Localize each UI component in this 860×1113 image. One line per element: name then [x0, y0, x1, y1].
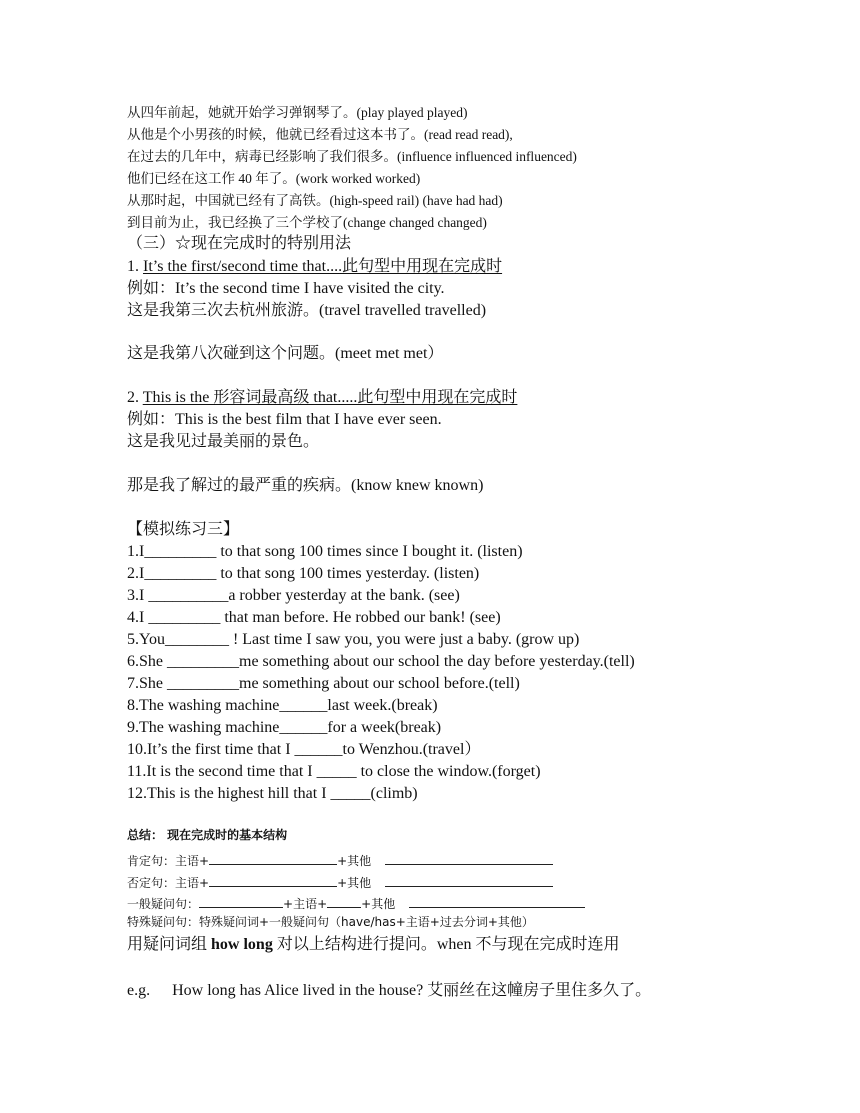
- intro-line: 从他是个小男孩的时候，他就已经看过这本书了。(read read read),: [127, 127, 513, 142]
- practice-item: 5.You________ ! Last time I saw you, you were just a baby. (grow up): [127, 631, 580, 648]
- eg-label: e.g.: [127, 982, 151, 999]
- point1-title: It’s the first/second time that....此句型中用现在完成时: [143, 258, 503, 275]
- eg-line: [127, 983, 651, 999]
- practice-item: 9.The washing machine______for a week(break): [127, 719, 442, 736]
- practice-item: 12.This is the highest hill that I _____(climb): [127, 785, 418, 802]
- eg-sentence: How long has Alice lived in the house? 艾丽丝在这幢房子里住多久了。: [172, 982, 652, 999]
- intro-line: 到目前为止，我已经换了三个学校了(change changed changed): [127, 215, 487, 230]
- positive-rest: +其他: [337, 854, 372, 868]
- intro-line: 他们已经在这工作 40 年了。(work worked worked): [127, 171, 421, 186]
- general-label: 一般疑问句：: [127, 897, 200, 911]
- howlong-post: 对以上结构进行提问。when 不与现在完成时连用: [272, 936, 620, 953]
- negative-label: 否定句：主语+: [127, 876, 210, 890]
- point1-heading: [127, 259, 502, 275]
- practice-item: 1.I_________ to that song 100 times since I bought it. (listen): [127, 543, 523, 560]
- practice-item: 10.It’s the first time that I ______to Wenzhou.(travel）: [127, 741, 481, 758]
- fill-blank: [209, 852, 337, 865]
- point2-exercise-2: 那是我了解过的最严重的疾病。(know knew known): [127, 477, 484, 494]
- summary-general-question-line: [127, 895, 585, 910]
- point1-number: 1.: [127, 258, 139, 275]
- howlong-note: [127, 937, 619, 953]
- positive-label: 肯定句：主语+: [127, 854, 210, 868]
- howlong-pre: 用疑问词组: [127, 936, 212, 953]
- point1-example: 例如：It’s the second time I have visited the city.: [127, 280, 445, 297]
- general-subject: +主语+: [283, 897, 328, 911]
- fill-blank: [409, 895, 585, 908]
- fill-blank: [385, 874, 553, 887]
- summary-special-question: 特殊疑问句：特殊疑问词+一般疑问句（have/has+主语+过去分词+其他）: [127, 915, 534, 929]
- point2-number: 2.: [127, 389, 139, 406]
- practice-item: 3.I __________a robber yesterday at the bank. (see): [127, 587, 460, 604]
- fill-blank: [385, 852, 553, 865]
- practice-item: 2.I_________ to that song 100 times yesterday. (listen): [127, 565, 480, 582]
- summary-positive-line: [127, 852, 553, 867]
- howlong-phrase: how long: [211, 936, 273, 953]
- point1-exercise-1: 这是我第三次去杭州旅游。(travel travelled travelled): [127, 302, 487, 319]
- general-rest: +其他: [361, 897, 396, 911]
- summary-title: 总结： 现在完成时的基本结构: [127, 828, 288, 842]
- practice-item: 7.She _________me something about our school before.(tell): [127, 675, 520, 692]
- fill-blank: [209, 874, 337, 887]
- practice-item: 6.She _________me something about our school the day before yesterday.(tell): [127, 653, 635, 670]
- summary-negative-line: [127, 874, 553, 889]
- practice-item: 4.I _________ that man before. He robbed our bank! (see): [127, 609, 501, 626]
- point2-exercise-1: 这是我见过最美丽的景色。: [127, 433, 320, 450]
- section-heading: （三）☆现在完成时的特别用法: [127, 235, 352, 252]
- fill-blank: [199, 895, 283, 908]
- intro-line: 从那时起，中国就已经有了高铁。(high-speed rail) (have had had): [127, 193, 503, 208]
- point2-example: 例如：This is the best film that I have ever seen.: [127, 411, 442, 428]
- negative-rest: +其他: [337, 876, 372, 890]
- practice-item: 8.The washing machine______last week.(break): [127, 697, 438, 714]
- point1-exercise-2: 这是我第八次碰到这个问题。(meet met met）: [127, 345, 444, 362]
- practice-heading: 【模拟练习三】: [127, 521, 240, 538]
- practice-item: 11.It is the second time that I _____ to close the window.(forget): [127, 763, 541, 780]
- fill-blank: [327, 895, 361, 908]
- point2-title: This is the 形容词最高级 that.....此句型中用现在完成时: [142, 389, 518, 406]
- point2-heading: [127, 390, 517, 406]
- intro-line: 在过去的几年中，病毒已经影响了我们很多。(influence influenced influenced): [127, 149, 577, 164]
- intro-line: 从四年前起，她就开始学习弹钢琴了。(play played played): [127, 105, 468, 120]
